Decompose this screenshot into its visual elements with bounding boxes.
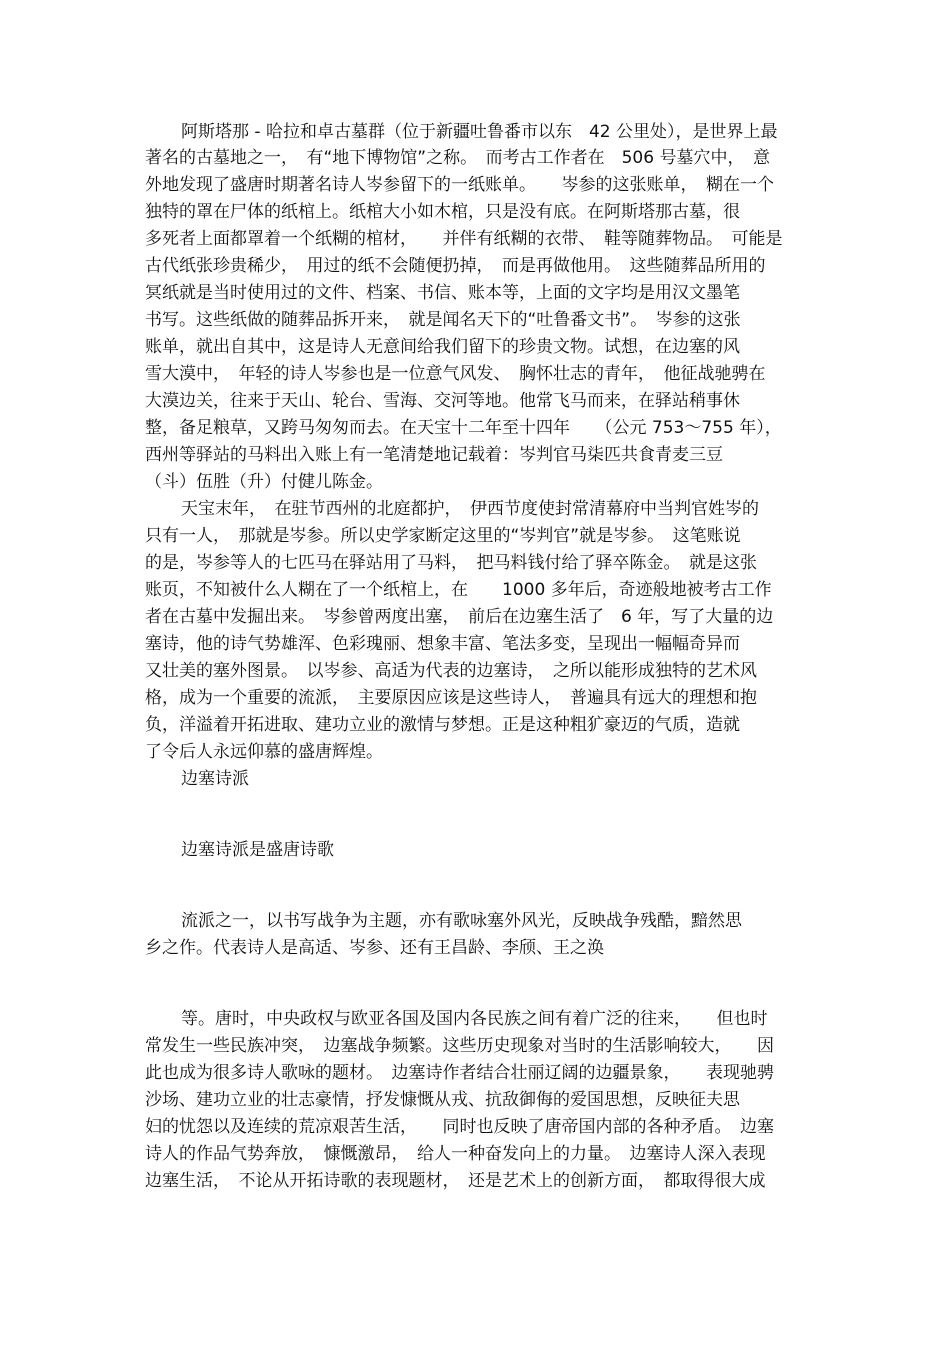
paragraph-2-line-10: 了令后人永远仰慕的盛唐辉煌。 — [145, 742, 383, 762]
paragraph-1-line-14: （斗）伍胜（升）付健儿陈金。 — [145, 472, 383, 492]
paragraph-2-line-1: 天宝末年， 在驻节西州的北庭都护， 伊西节度使封常清幕府中当判官姓岑的 — [181, 499, 759, 519]
paragraph-1-line-3: 外地发现了盛唐时期著名诗人岑参留下的一纸账单。 岑参的这张账单， 糊在一个 — [145, 175, 774, 195]
intro-line: 边塞诗派是盛唐诗歌 — [181, 840, 334, 860]
paragraph-2-line-9: 负，洋溢着开拓进取、建功立业的激情与梦想。正是这种粗犷豪迈的气质，造就 — [145, 715, 740, 735]
paragraph-1-line-12: 整，备足粮草，又跨马匆匆而去。在天宝十二年至十四年 （公元 753～755 年）， — [145, 418, 782, 438]
paragraph-3-line-2: 乡之作。代表诗人是高适、岑参、还有王昌龄、李颀、王之涣 — [145, 938, 604, 958]
paragraph-2-line-8: 格，成为一个重要的流派， 主要原因应该是这些诗人， 普遍具有远大的理想和抱 — [145, 688, 757, 708]
paragraph-4-line-4: 沙场、建功立业的壮志豪情，抒发慷慨从戎、抗敌御侮的爱国思想，反映征夫思 — [145, 1090, 740, 1110]
paragraph-3-line-1: 流派之一，以书写战争为主题，亦有歌咏塞外风光，反映战争残酷，黯然思 — [181, 911, 742, 931]
paragraph-2-line-6: 塞诗，他的诗气势雄浑、色彩瑰丽、想象丰富、笔法多变，呈现出一幅幅奇异而 — [145, 634, 740, 654]
paragraph-4-line-2: 常发生一些民族冲突， 边塞战争频繁。这些历史现象对当时的生活影响较大， 因 — [145, 1036, 774, 1056]
paragraph-4-line-5: 妇的忧怨以及连续的荒凉艰苦生活， 同时也反映了唐帝国内部的各种矛盾。 边塞 — [145, 1117, 774, 1137]
section-heading: 边塞诗派 — [181, 769, 249, 789]
paragraph-2-line-7: 又壮美的塞外图景。 以岑参、高适为代表的边塞诗， 之所以能形成独特的艺术风 — [145, 661, 757, 681]
paragraph-4-line-6: 诗人的作品气势奔放， 慷慨激昂， 给人一种奋发向上的力量。 边塞诗人深入表现 — [145, 1144, 766, 1164]
paragraph-1-line-6: 古代纸张珍贵稀少， 用过的纸不会随便扔掉， 而是再做他用。 这些随葬品所用的 — [145, 256, 766, 276]
paragraph-1-line-5: 多死者上面都罩着一个纸糊的棺材， 并伴有纸糊的衣带、 鞋等随葬物品。 可能是 — [145, 229, 783, 249]
paragraph-1-line-4: 独特的罩在尸体的纸棺上。纸棺大小如木棺，只是没有底。在阿斯塔那古墓，很 — [145, 202, 740, 222]
paragraph-1-line-2: 著名的古墓地之一， 有“地下博物馆”之称。 而考古工作者在 506 号墓穴中， 意 — [145, 148, 770, 168]
paragraph-4-line-1: 等。唐时，中央政权与欧亚各国及国内各民族之间有着广泛的往来， 但也时 — [181, 1009, 768, 1029]
paragraph-1-line-9: 账单，就出自其中，这是诗人无意间给我们留下的珍贵文物。试想，在边塞的风 — [145, 337, 740, 357]
paragraph-2-line-4: 账页，不知被什么人糊在了一个纸棺上，在 1000 多年后，奇迹般地被考古工作 — [145, 580, 772, 600]
paragraph-1-line-7: 冥纸就是当时使用过的文件、档案、书信、账本等，上面的文字均是用汉文墨笔 — [145, 283, 740, 303]
paragraph-4-line-7: 边塞生活， 不论从开拓诗歌的表现题材， 还是艺术上的创新方面， 都取得很大成 — [145, 1171, 766, 1191]
paragraph-1-line-10: 雪大漠中， 年轻的诗人岑参也是一位意气风发、 胸怀壮志的青年， 他征战驰骋在 — [145, 364, 766, 384]
paragraph-1-line-11: 大漠边关，往来于天山、轮台、雪海、交河等地。他常飞马而来，在驿站稍事休 — [145, 391, 740, 411]
paragraph-4-line-3: 此也成为很多诗人歌咏的题材。 边塞诗作者结合壮丽辽阔的边疆景象， 表现驰骋 — [145, 1063, 774, 1083]
paragraph-2-line-2: 只有一人， 那就是岑参。所以史学家断定这里的“岑判官”就是岑参。 这笔账说 — [145, 526, 741, 546]
paragraph-1-line-8: 书写。这些纸做的随葬品拆开来， 就是闻名天下的“吐鲁番文书”。 岑参的这张 — [145, 310, 741, 330]
paragraph-1-line-13: 西州等驿站的马料出入账上有一笔清楚地记载着：岑判官马柒匹共食青麦三豆 — [145, 445, 723, 465]
paragraph-1-line-1: 阿斯塔那 - 哈拉和卓古墓群（位于新疆吐鲁番市以东 42 公里处），是世界上最 — [181, 122, 778, 142]
paragraph-2-line-3: 的是，岑参等人的七匹马在驿站用了马料， 把马料钱付给了驿卒陈金。 就是这张 — [145, 553, 757, 573]
paragraph-2-line-5: 者在古墓中发掘出来。 岑参曾两度出塞， 前后在边塞生活了 6 年，写了大量的边 — [145, 607, 774, 627]
